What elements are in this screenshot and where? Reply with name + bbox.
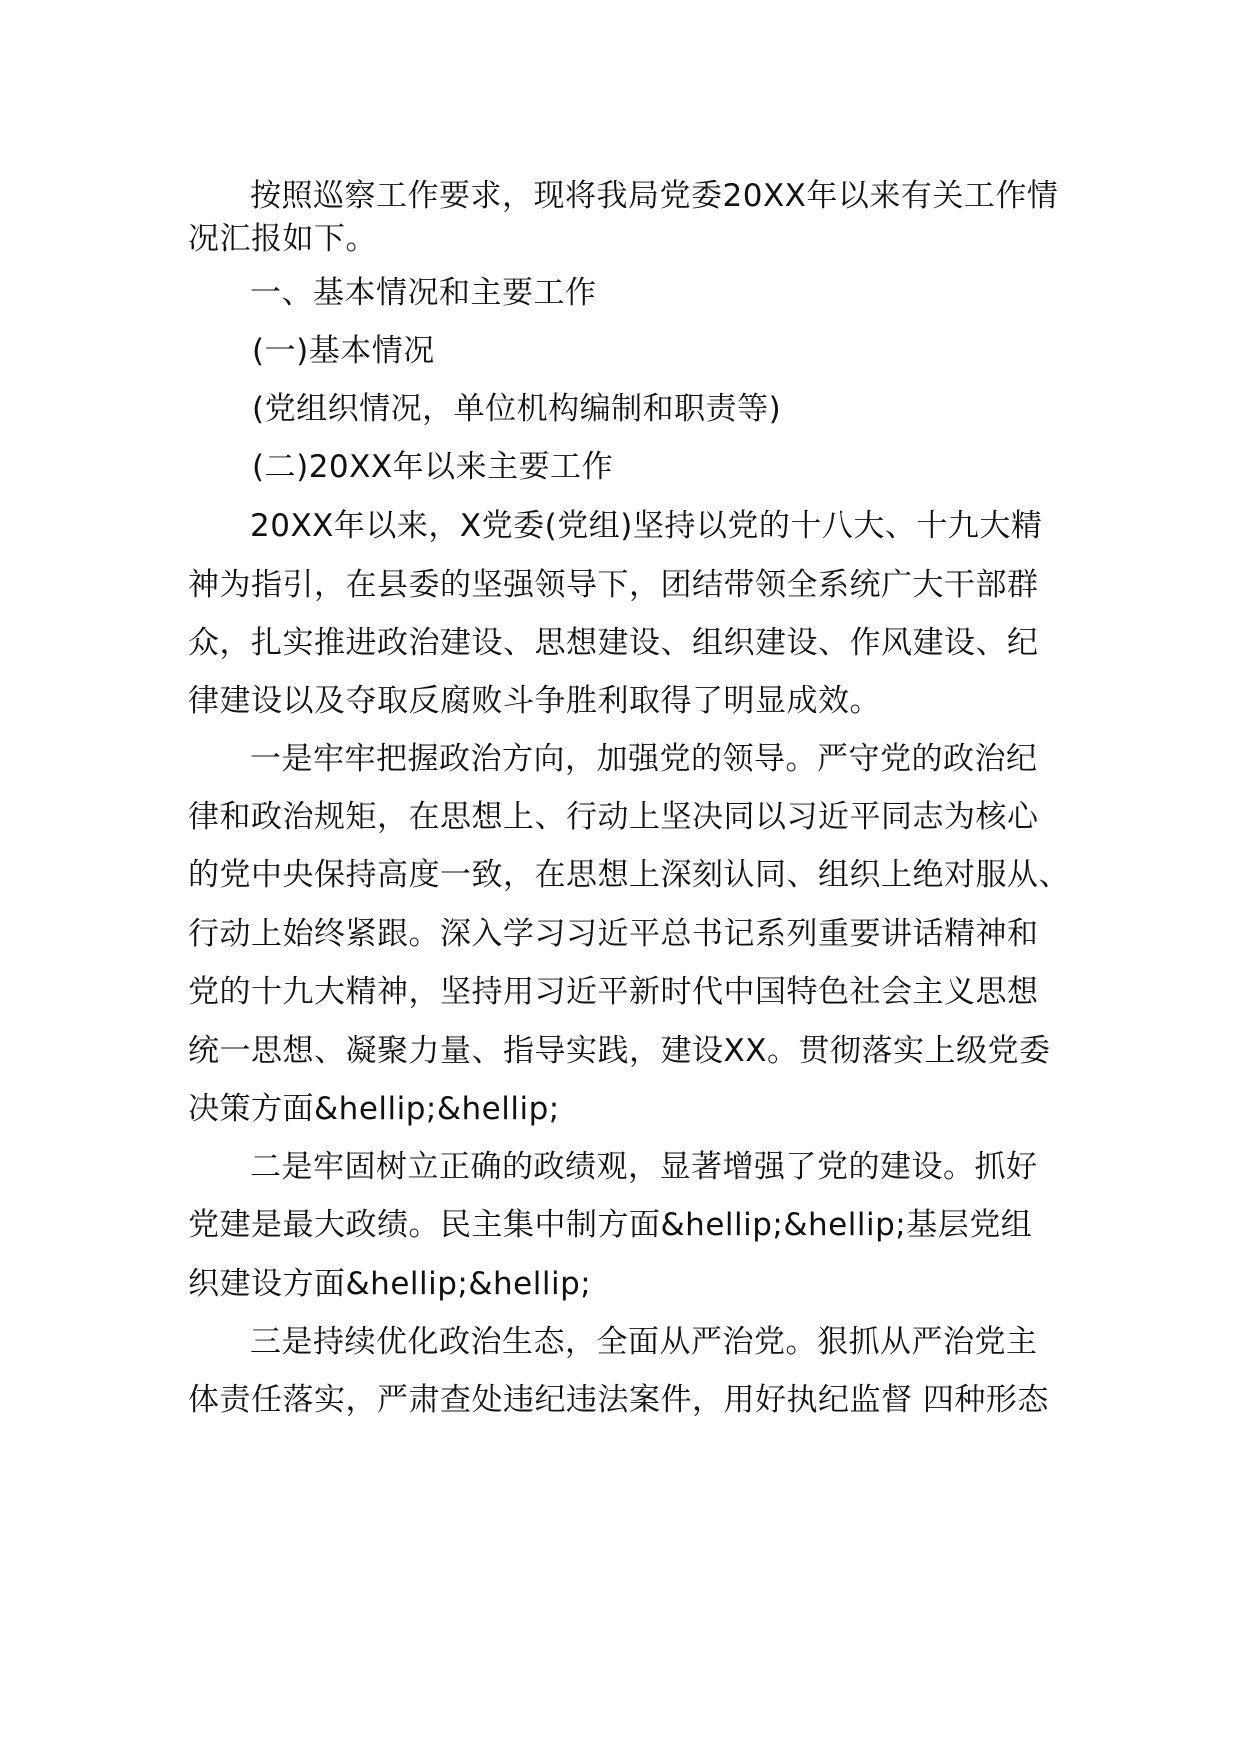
paragraph-line: 织建设方面&hellip;&hellip; — [188, 1266, 592, 1302]
placeholder-note: (党组织情况，单位机构编制和职责等) — [252, 391, 782, 427]
paragraph-line: 决策方面&hellip;&hellip; — [188, 1091, 560, 1127]
subsection-heading: (一)基本情况 — [252, 333, 435, 369]
paragraph-line: 行动上始终紧跟。深入学习习近平总书记系列重要讲话精神和 — [188, 916, 1039, 952]
paragraph-line: 20XX年以来，X党委(党组)坚持以党的十八大、十九大精 — [250, 508, 1043, 544]
paragraph-line: 按照巡察工作要求，现将我局党委20XX年以来有关工作情 — [250, 178, 1059, 214]
paragraph-line: 统一思想、凝聚力量、指导实践，建设XX。贯彻落实上级党委 — [188, 1033, 1051, 1069]
section-heading: 一、基本情况和主要工作 — [250, 275, 597, 311]
paragraph-line: 党建是最大政绩。民主集中制方面&hellip;&hellip;基层党组 — [188, 1207, 1033, 1243]
paragraph-line: 的党中央保持高度一致，在思想上深刻认同、组织上绝对服从、 — [188, 857, 1070, 893]
subsection-heading: (二)20XX年以来主要工作 — [252, 449, 614, 485]
paragraph-line: 体责任落实，严肃查处违纪违法案件，用好执纪监督 四种形态 — [188, 1382, 1049, 1418]
paragraph-line: 党的十九大精神，坚持用习近平新时代中国特色社会主义思想 — [188, 974, 1039, 1010]
paragraph-line: 律和政治规矩，在思想上、行动上坚决同以习近平同志为核心 — [188, 799, 1039, 835]
paragraph-line: 二是牢固树立正确的政绩观，显著增强了党的建设。抓好 — [250, 1149, 1038, 1185]
paragraph-line: 一是牢牢把握政治方向，加强党的领导。严守党的政治纪 — [250, 741, 1038, 777]
paragraph-line: 众，扎实推进政治建设、思想建设、组织建设、作风建设、纪 — [188, 625, 1039, 661]
paragraph-line: 况汇报如下。 — [188, 221, 377, 257]
paragraph-line: 律建设以及夺取反腐败斗争胜利取得了明显成效。 — [188, 683, 881, 719]
paragraph-line: 三是持续优化政治生态，全面从严治党。狠抓从严治党主 — [250, 1324, 1038, 1360]
paragraph-line: 神为指引，在县委的坚强领导下，团结带领全系统广大干部群 — [188, 567, 1039, 603]
